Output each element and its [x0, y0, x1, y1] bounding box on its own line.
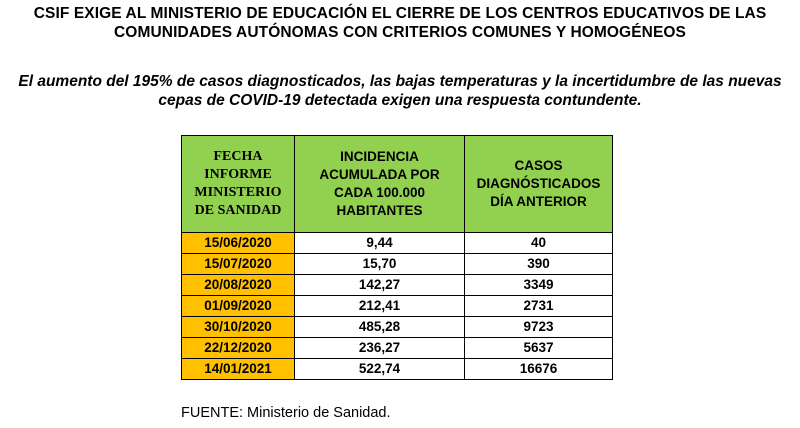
header-line: CADA 100.000: [333, 185, 426, 200]
cell-incidence: 522,74: [295, 359, 465, 380]
header-line: CASOS: [514, 158, 563, 173]
table-row: [182, 275, 613, 296]
cell-incidence: 236,27: [295, 338, 465, 359]
subheadline-line-2: cepas de COVID-19 detectada exigen una respuesta contundente.: [158, 92, 642, 109]
cell-date: 14/01/2021: [182, 359, 295, 380]
cell-cases: 390: [465, 254, 613, 275]
table-row: [182, 338, 613, 359]
cell-date: 15/06/2020: [182, 233, 295, 254]
header-cumulative-incidence: [295, 136, 465, 233]
header-line: INFORME: [204, 167, 272, 182]
cell-date: 01/09/2020: [182, 296, 295, 317]
table-row: [182, 296, 613, 317]
header-report-date: [182, 136, 295, 233]
headline: [0, 4, 800, 42]
cell-cases: 40: [465, 233, 613, 254]
header-line: MINISTERIO: [194, 185, 282, 200]
headline-line-1: CSIF EXIGE AL MINISTERIO DE EDUCACIÓN EL CIERRE DE LOS CENTROS EDUCATIVOS DE LAS: [33, 5, 767, 22]
table-header-row: [182, 136, 613, 233]
cell-date: 22/12/2020: [182, 338, 295, 359]
header-line: ACUMULADA POR: [319, 167, 440, 182]
cell-cases: 16676: [465, 359, 613, 380]
cell-incidence: 9,44: [295, 233, 465, 254]
cell-incidence: 212,41: [295, 296, 465, 317]
subheadline: [0, 72, 800, 110]
cell-cases: 9723: [465, 317, 613, 338]
incidence-table: [181, 135, 613, 380]
cell-incidence: 485,28: [295, 317, 465, 338]
header-diagnosed-cases: [465, 136, 613, 233]
table-row: [182, 317, 613, 338]
table-row: [182, 359, 613, 380]
cell-cases: 5637: [465, 338, 613, 359]
header-line: DE SANIDAD: [194, 203, 282, 218]
headline-line-2: COMUNIDADES AUTÓNOMAS CON CRITERIOS COMUNES Y HOMOGÉNEOS: [114, 24, 686, 41]
cell-incidence: 142,27: [295, 275, 465, 296]
header-line: DIAGNÓSTICADOS: [476, 176, 601, 191]
cell-date: 15/07/2020: [182, 254, 295, 275]
cell-incidence: 15,70: [295, 254, 465, 275]
header-line: INCIDENCIA: [340, 149, 419, 164]
cell-date: 20/08/2020: [182, 275, 295, 296]
header-line: DÍA ANTERIOR: [490, 194, 587, 209]
cell-date: 30/10/2020: [182, 317, 295, 338]
table-row: [182, 233, 613, 254]
subheadline-line-1: El aumento del 195% de casos diagnosticados, las bajas temperaturas y la incertidumbre de las nuevas: [18, 73, 782, 90]
cell-cases: 3349: [465, 275, 613, 296]
table-row: [182, 254, 613, 275]
cell-cases: 2731: [465, 296, 613, 317]
header-line: FECHA: [213, 149, 263, 164]
source-note: FUENTE: Ministerio de Sanidad.: [181, 405, 391, 421]
header-line: HABITANTES: [336, 203, 423, 218]
